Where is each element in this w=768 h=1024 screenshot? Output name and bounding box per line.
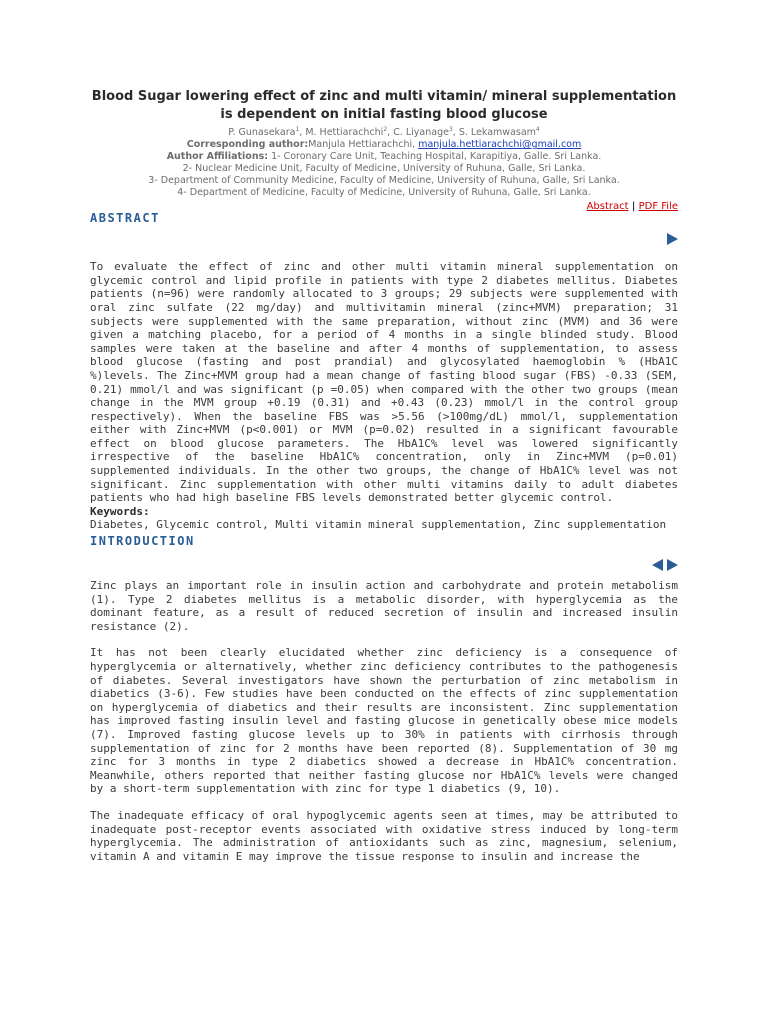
- affiliation-2: 2- Nuclear Medicine Unit, Faculty of Medicine, University of Ruhuna, Galle, Sri Lanka.: [182, 163, 586, 175]
- author-list: P. Gunasekara$^1$, M. Hettiarachchi$^2$, C. Liyanage$^3$, S. Lekamwasam$^4$: [228, 126, 540, 139]
- corresponding-author-label: Corresponding author:: [186, 139, 309, 151]
- article: [90, 88, 678, 863]
- next-section-arrow-icon[interactable]: [667, 559, 678, 571]
- affiliation-3: 3- Department of Community Medicine, Faculty of Medicine, University of Ruhuna, Galle, Sri Lanka.: [148, 175, 620, 187]
- author-name: P. Gunasekara: [228, 127, 296, 139]
- affiliation-1: 1- Coronary Care Unit, Teaching Hospital, Karapitiya, Galle. Sri Lanka.: [268, 151, 602, 163]
- abstract-heading: ABSTRACT: [90, 211, 160, 226]
- intro-paragraph-2: It has not been clearly elucidated whether zinc deficiency is a consequence of hyperglycemia or alternatively, whether zinc deficiency contributes to the pathogenesis of diabetes. Several investigators have shown the perturbation of zinc metabolism in diabetics (3-6). Few studies have been conducted on the effects of zinc supplementation on hyperglycemia of diabetics and their results are inconsistent. Zinc supplementation has improved fasting insulin level and fasting glucose in genetically obese mice models (7). Improved fasting glucose levels up to 30% in patients with cirrhosis through supplementation of zinc for 2 months have been reported (8). Supplementation of 30 mg zinc for 3 months in type 2 diabetics showed a decrease in HbA1C% concentration. Meanwhile, others reported that neither fasting glucose nor HbA1C% levels were changed by a short-term supplementation with zinc for type 1 diabetics (9, 10).: [90, 646, 678, 796]
- corresponding-author-name: Manjula Hettiarachchi,: [308, 139, 419, 151]
- keywords-text: Diabetes, Glycemic control, Multi vitamin mineral supplementation, Zinc supplementation: [90, 518, 667, 532]
- keywords-label: Keywords:: [90, 504, 150, 518]
- abstract-link[interactable]: Abstract: [586, 201, 629, 213]
- introduction-heading: INTRODUCTION: [90, 534, 195, 549]
- section-nav: [90, 554, 678, 572]
- section-nav: [90, 228, 678, 246]
- corresponding-author: [90, 139, 678, 151]
- article-title: Blood Sugar lowering effect of zinc and multi vitamin/ mineral supplementation is dependent on initial fasting blood glucose: [91, 89, 677, 122]
- next-section-arrow-icon[interactable]: [667, 233, 678, 245]
- intro-paragraph-1: Zinc plays an important role in insulin action and carbohydrate and protein metabolism (1). Type 2 diabetes mellitus is a metabolic disorder, with hyperglycemia as the dominant feature, as a result of reduced secretion of insulin and increased insulin resistance (2).: [90, 579, 678, 633]
- pdf-file-link[interactable]: PDF File: [638, 201, 678, 213]
- link-separator: |: [631, 201, 636, 213]
- affiliation-4: 4- Department of Medicine, Faculty of Medicine, University of Ruhuna, Galle, Sri Lanka.: [177, 187, 591, 199]
- author-name: S. Lekamwasam: [458, 127, 536, 139]
- affiliations: [90, 151, 678, 199]
- author-email-link[interactable]: manjula.hettiarachchi@gmail.com: [418, 139, 582, 151]
- affiliations-label: Author Affiliations:: [166, 151, 269, 163]
- previous-section-arrow-icon[interactable]: [652, 559, 663, 571]
- author-name: M. Hettiarachchi: [305, 127, 384, 139]
- abstract-text: To evaluate the effect of zinc and other multi vitamin mineral supplementation on glycemic control and lipid profile in patients with type 2 diabetes mellitus. Diabetes patients (n=96) were randomly allocated to 3 groups; 29 subjects were supplemented with oral zinc sulfate (22 mg/day) and multivitamin mineral (zinc+MVM) preparation; 31 subjects were supplemented with the same preparation, without zinc (MVM) and 36 were given a matching placebo, for a period of 4 months in a single blinded study. Blood samples were taken at the baseline and after 4 months of supplementation, to assess blood glucose (fasting and post prandial) and glycosylated haemoglobin % (HbA1C %)levels. The Zinc+MVM group had a mean change of fasting blood sugar (FBS) -0.33 (SEM, 0.21) mmol/l and was significant (p =0.05) when compared with the other two groups (mean change in the MVM group +0.19 (0.31) and +0.43 (0.23) mmol/l in the control group respectively). When the baseline FBS was >5.56 (>100mg/dL) mmol/l, supplementation either with Zinc+MVM (p<0.001) or MVM (p=0.02) resulted in a significant favourable effect on blood glucose parameters. The HbA1C% level was lowered significantly irrespective of the baseline HbA1C% concentration, only in Zinc+MVM (p=0.01) supplemented individuals. In the other two groups, the change of HbA1C% level was not significant. Zinc supplementation with other multi vitamins daily to adult diabetes patients who had high baseline FBS levels demonstrated better glycemic control.: [90, 260, 678, 505]
- intro-paragraph-3: The inadequate efficacy of oral hypoglycemic agents seen at times, may be attributed to inadequate post-receptor events associated with oxidative stress induced by long-term hyperglycemia. The administration of antioxidants such as zinc, magnesium, selenium, vitamin A and vitamin E may improve the tissue response to insulin and increase the: [90, 808, 678, 863]
- author-name: C. Liyanage: [393, 127, 449, 139]
